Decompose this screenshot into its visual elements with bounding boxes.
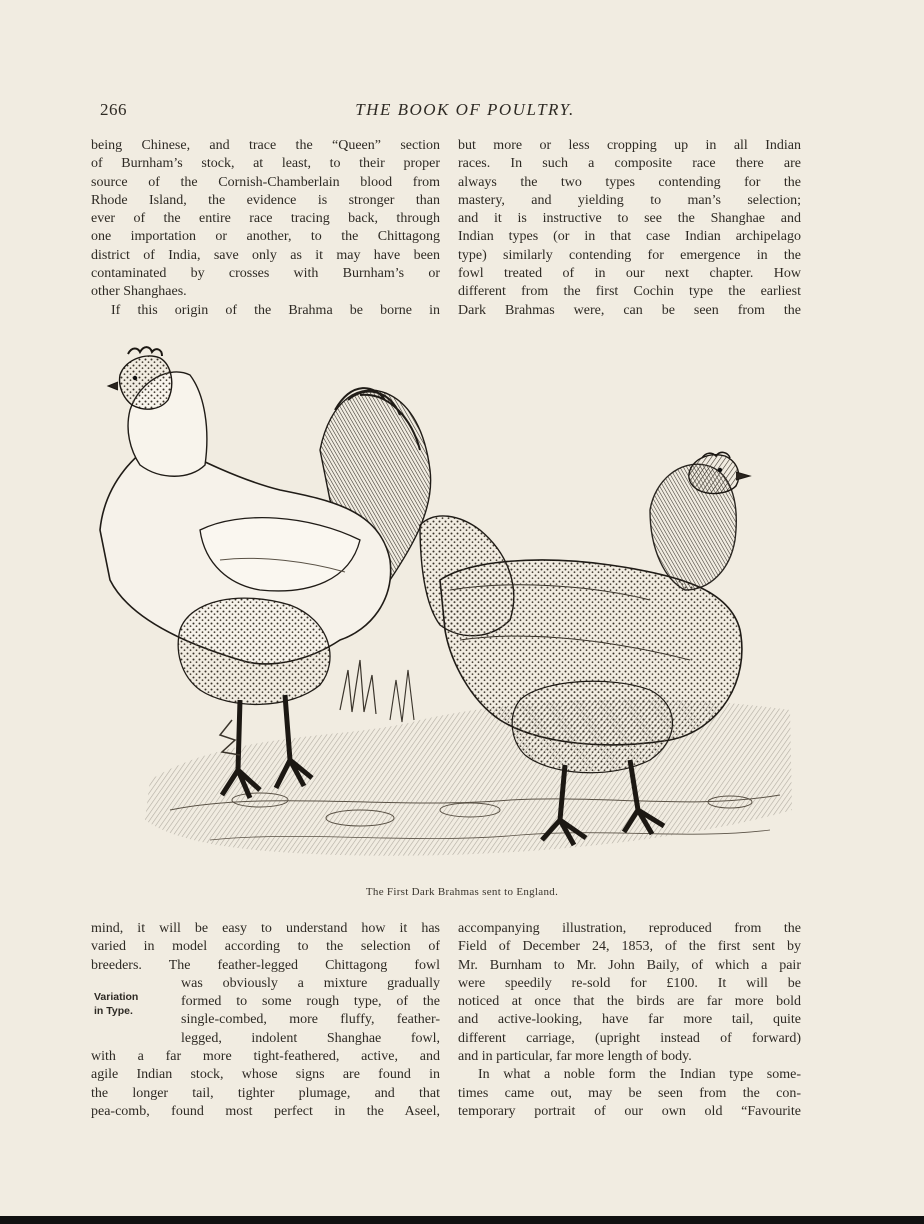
text-line: was obviously a mixture gradually xyxy=(181,975,440,991)
text-line: times came out, may be seen from the con- xyxy=(458,1085,801,1101)
text-line: other Shanghaes. xyxy=(91,284,187,300)
text-line: with a far more tight-feathered, active, and xyxy=(91,1049,440,1065)
text-line: temporary portrait of our own old “Favourite xyxy=(458,1103,801,1119)
text-line: Mr. Burnham to Mr. John Baily, of which a pair xyxy=(458,957,801,973)
text-line: formed to some rough type, of the xyxy=(181,994,440,1010)
margin-note-variation-in-type xyxy=(94,990,174,1018)
text-line: varied in model according to the selection of xyxy=(91,939,440,955)
text-line: one importation or another, to the Chittagong xyxy=(91,229,440,245)
illustration-caption: The First Dark Brahmas sent to England. xyxy=(365,886,559,898)
text-line: contaminated by crosses with Burnham’s or xyxy=(91,266,440,282)
text-line: If this origin of the Brahma be borne in xyxy=(111,302,440,318)
text-line: noticed at once that the birds are far more bold xyxy=(458,994,801,1010)
text-line: and it is instructive to see the Shanghae and xyxy=(458,211,801,227)
text-column-bottom-right xyxy=(458,920,801,1121)
text-line: Dark Brahmas were, can be seen from the xyxy=(458,302,801,318)
text-line: type) similarly contending for emergence in the xyxy=(458,247,801,263)
text-line: mastery, and yielding to man’s selection; xyxy=(458,192,801,208)
text-line: In what a noble form the Indian type some- xyxy=(478,1067,801,1083)
text-line: Field of December 24, 1853, of the first sent by xyxy=(458,939,801,955)
text-line: source of the Cornish-Chamberlain blood from xyxy=(91,174,440,190)
text-line: fowl treated of in our next chapter. How xyxy=(458,266,801,282)
text-line: single-combed, more fluffy, feather- xyxy=(181,1012,440,1028)
text-line: mind, it will be easy to understand how it has xyxy=(91,921,440,936)
text-column-top-left xyxy=(91,137,440,320)
text-line: races. In such a composite race there are xyxy=(458,156,801,172)
margin-note-line: in Type. xyxy=(94,1005,133,1017)
text-line: breeders. The feather-legged Chittagong fowl xyxy=(91,957,440,973)
text-line: the longer tail, tighter plumage, and that xyxy=(91,1085,440,1101)
text-line: Indian types (or in that case Indian archipelago xyxy=(458,229,801,245)
text-line: and active-looking, have far more tail, quite xyxy=(458,1012,801,1028)
text-line: ever of the entire race tracing back, through xyxy=(91,211,440,227)
text-line: Rhode Island, the evidence is stronger than xyxy=(91,192,440,208)
text-line: different carriage, (upright instead of forward) xyxy=(458,1030,801,1046)
scan-edge-bar xyxy=(0,1216,924,1224)
dark-brahmas-illustration xyxy=(90,340,802,880)
page-number: 266 xyxy=(100,100,127,119)
running-title: THE BOOK OF POULTRY. xyxy=(355,100,575,119)
text-column-bottom-left xyxy=(91,920,440,1121)
text-line: of Burnham’s stock, at least, to their proper xyxy=(91,156,440,172)
text-line: were speedily re-sold for £100. It will be xyxy=(458,975,801,991)
text-line: agile Indian stock, whose signs are found in xyxy=(91,1067,440,1083)
text-line: always the two types contending for the xyxy=(458,174,801,190)
text-line: legged, indolent Shanghae fowl, xyxy=(181,1030,440,1046)
margin-note-line: Variation xyxy=(94,991,139,1003)
text-line: being Chinese, and trace the “Queen” section xyxy=(91,138,440,153)
text-column-top-right xyxy=(458,137,801,320)
text-line: but more or less cropping up in all Indian xyxy=(458,138,801,153)
text-line: accompanying illustration, reproduced from the xyxy=(458,921,801,936)
text-line: district of India, save only as it may have been xyxy=(91,247,440,263)
text-line: pea-comb, found most perfect in the Aseel, xyxy=(91,1103,440,1119)
text-line: and in particular, far more length of body. xyxy=(458,1049,692,1065)
text-line: different from the first Cochin type the earliest xyxy=(458,284,801,300)
